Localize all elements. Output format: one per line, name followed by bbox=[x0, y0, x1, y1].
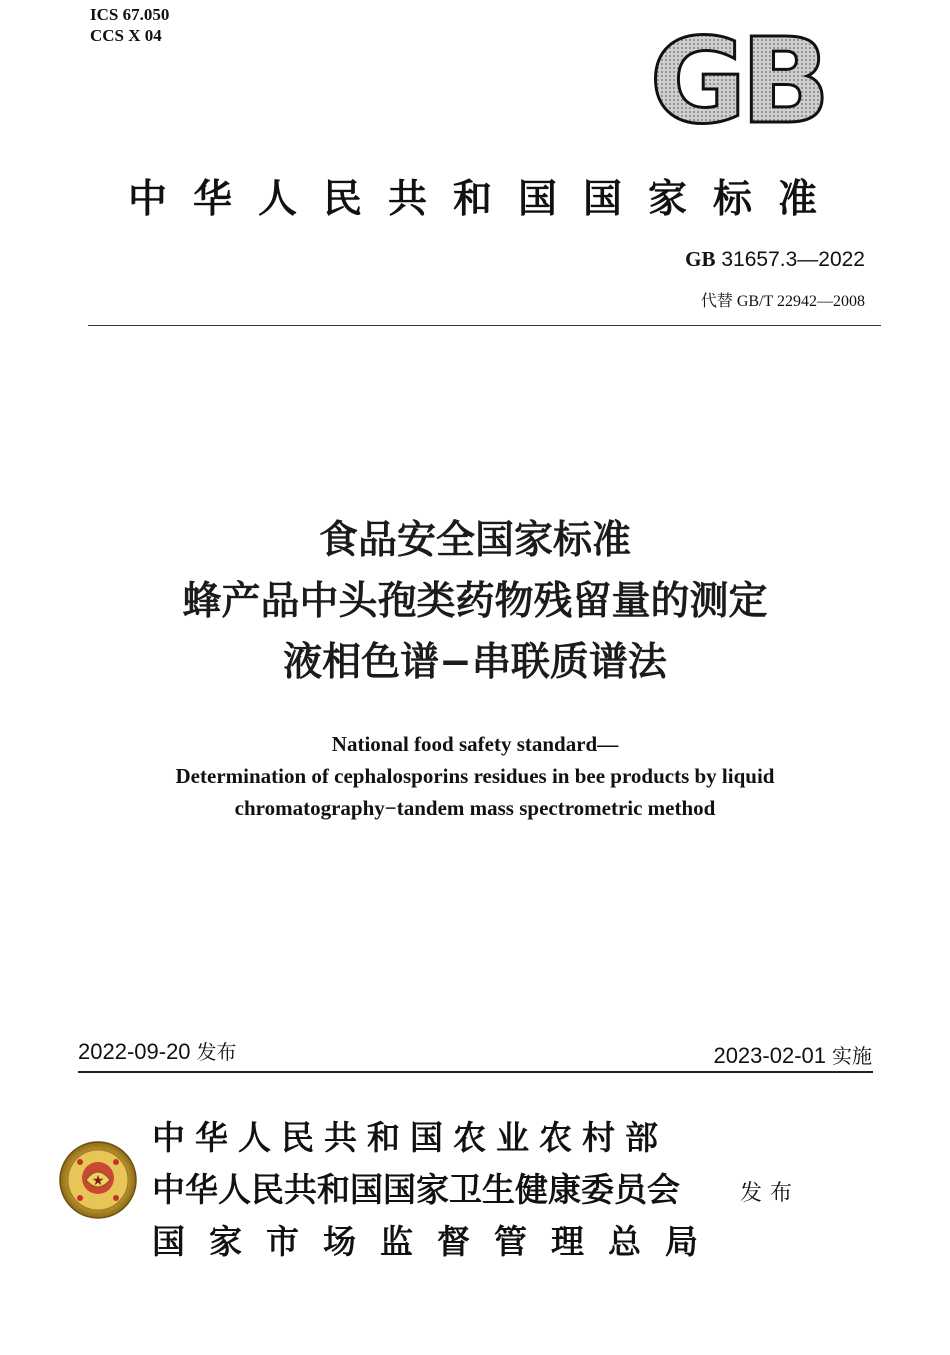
chinese-title bbox=[0, 510, 950, 693]
english-title-line: National food safety standard— bbox=[331, 732, 619, 756]
english-title-line: chromatography−tandem mass spectrometric method bbox=[234, 796, 716, 820]
effective-label: 实施 bbox=[832, 1044, 872, 1068]
english-title-line: Determination of cephalosporins residues in bee products by liquid bbox=[175, 764, 775, 788]
chinese-title-line: 食品安全国家标准 bbox=[318, 518, 631, 563]
issuer-market-regulation: 国家市场监督管理总局 bbox=[152, 1222, 722, 1261]
issue-date bbox=[78, 1036, 237, 1065]
standard-prefix: GB bbox=[685, 247, 716, 271]
replaces-standard: 代替 GB/T 22942—2008 bbox=[700, 293, 865, 310]
gb-logo bbox=[640, 30, 835, 130]
issuer-health-commission: 中华人民共和国国家卫生健康委员会 bbox=[152, 1170, 680, 1209]
ics-code: ICS 67.050 bbox=[90, 5, 170, 24]
national-standard-heading: 中华人民共和国国家标准 bbox=[127, 177, 843, 222]
issue-label: 发布 bbox=[196, 1040, 237, 1064]
standard-number bbox=[685, 247, 865, 272]
classification-codes bbox=[90, 4, 169, 46]
svg-text:★: ★ bbox=[91, 1173, 105, 1189]
chinese-title-line: 蜂产品中头孢类药物残留量的测定 bbox=[182, 579, 768, 624]
effective-date-value: 2023-02-01 bbox=[713, 1043, 826, 1068]
ccs-code: CCS X 04 bbox=[90, 26, 162, 45]
issuer-ministry-agriculture: 中华人民共和国农业农村部 bbox=[152, 1118, 668, 1157]
publish-label: 发布 bbox=[740, 1181, 801, 1206]
footer-divider bbox=[78, 1071, 873, 1073]
national-emblem-icon bbox=[58, 1140, 138, 1220]
english-title bbox=[0, 728, 950, 824]
standard-code: 31657.3—2022 bbox=[721, 248, 865, 271]
issue-date-value: 2022-09-20 bbox=[78, 1039, 191, 1064]
issuing-authorities bbox=[152, 1112, 722, 1268]
chinese-title-line: 液相色谱−串联质谱法 bbox=[283, 640, 667, 685]
header-divider bbox=[88, 325, 881, 326]
effective-date bbox=[713, 1040, 872, 1069]
svg-text:GB: GB bbox=[649, 30, 825, 130]
